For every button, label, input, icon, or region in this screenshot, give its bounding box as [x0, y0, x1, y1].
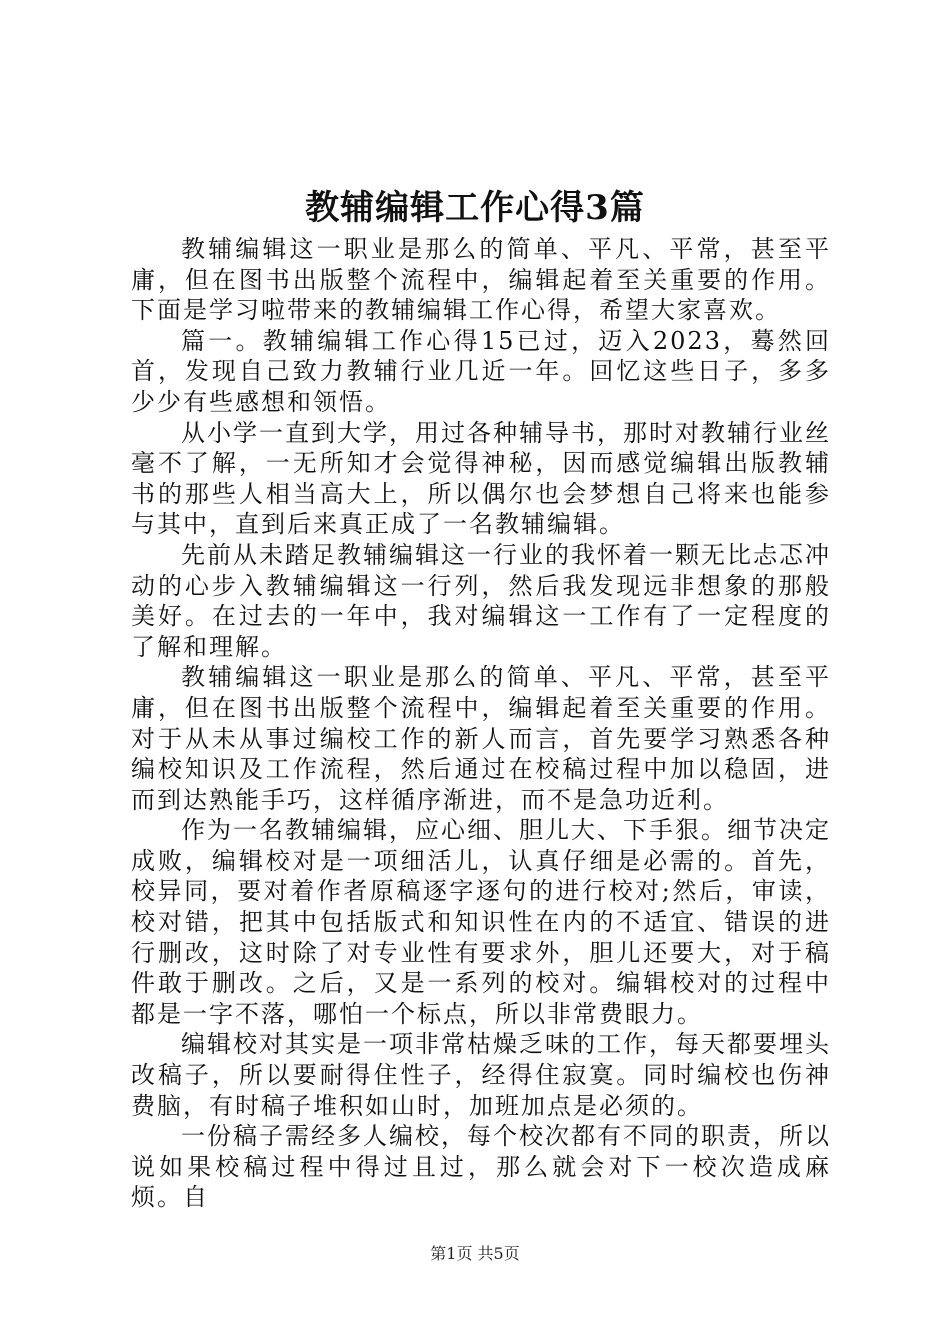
document-body [131, 234, 831, 1213]
paragraph: 篇一。教辅编辑工作心得15已过，迈入2023，蓦然回首，发现自己致力教辅行业几近一年。回忆这些日子，多多少少有些感想和领悟。 [131, 326, 831, 416]
paragraph: 教辅编辑这一职业是那么的简单、平凡、平常，甚至平庸，但在图书出版整个流程中，编辑起着至关重要的作用。对于从未从事过编校工作的新人而言，首先要学习熟悉各种编校知识及工作流程，然后通过在校稿过程中加以稳固，进而到达熟能手巧，这样循序渐进，而不是急功近利。 [131, 663, 831, 814]
paragraph: 一份稿子需经多人编校，每个校次都有不同的职责，所以说如果校稿过程中得过且过，那么就会对下一校次造成麻烦。自 [131, 1122, 831, 1212]
paragraph: 编辑校对其实是一项非常枯燥乏味的工作，每天都要埋头改稿子，所以要耐得住性子，经得住寂寞。同时编校也伤神费脑，有时稿子堆积如山时，加班加点是必须的。 [131, 1030, 831, 1120]
paragraph: 作为一名教辅编辑，应心细、胆儿大、下手狠。细节决定成败，编辑校对是一项细活儿，认真仔细是必需的。首先，校异同，要对着作者原稿逐字逐句的进行校对;然后，审读，校对错，把其中包括版式和知识性在内的不适宜、错误的进行删改，这时除了对专业性有要求外，胆儿还要大，对于稿件敢于删改。之后，又是一系列的校对。编辑校对的过程中都是一字不落，哪怕一个标点，所以非常费眼力。 [131, 816, 831, 1028]
page-number-footer: 第1页 共5页 [430, 1244, 520, 1263]
paragraph: 从小学一直到大学，用过各种辅导书，那时对教辅行业丝毫不了解，一无所知才会觉得神秘，因而感觉编辑出版教辅书的那些人相当高大上，所以偶尔也会梦想自己将来也能参与其中，直到后来真正成了一名教辅编辑。 [131, 418, 831, 539]
document-title: 教辅编辑工作心得3篇 [305, 188, 645, 228]
paragraph: 先前从未踏足教辅编辑这一行业的我怀着一颗无比忐忑冲动的心步入教辅编辑这一行列，然后我发现远非想象的那般美好。在过去的一年中，我对编辑这一工作有了一定程度的了解和理解。 [131, 540, 831, 661]
paragraph: 教辅编辑这一职业是那么的简单、平凡、平常，甚至平庸，但在图书出版整个流程中，编辑起着至关重要的作用。下面是学习啦带来的教辅编辑工作心得，希望大家喜欢。 [131, 235, 831, 325]
